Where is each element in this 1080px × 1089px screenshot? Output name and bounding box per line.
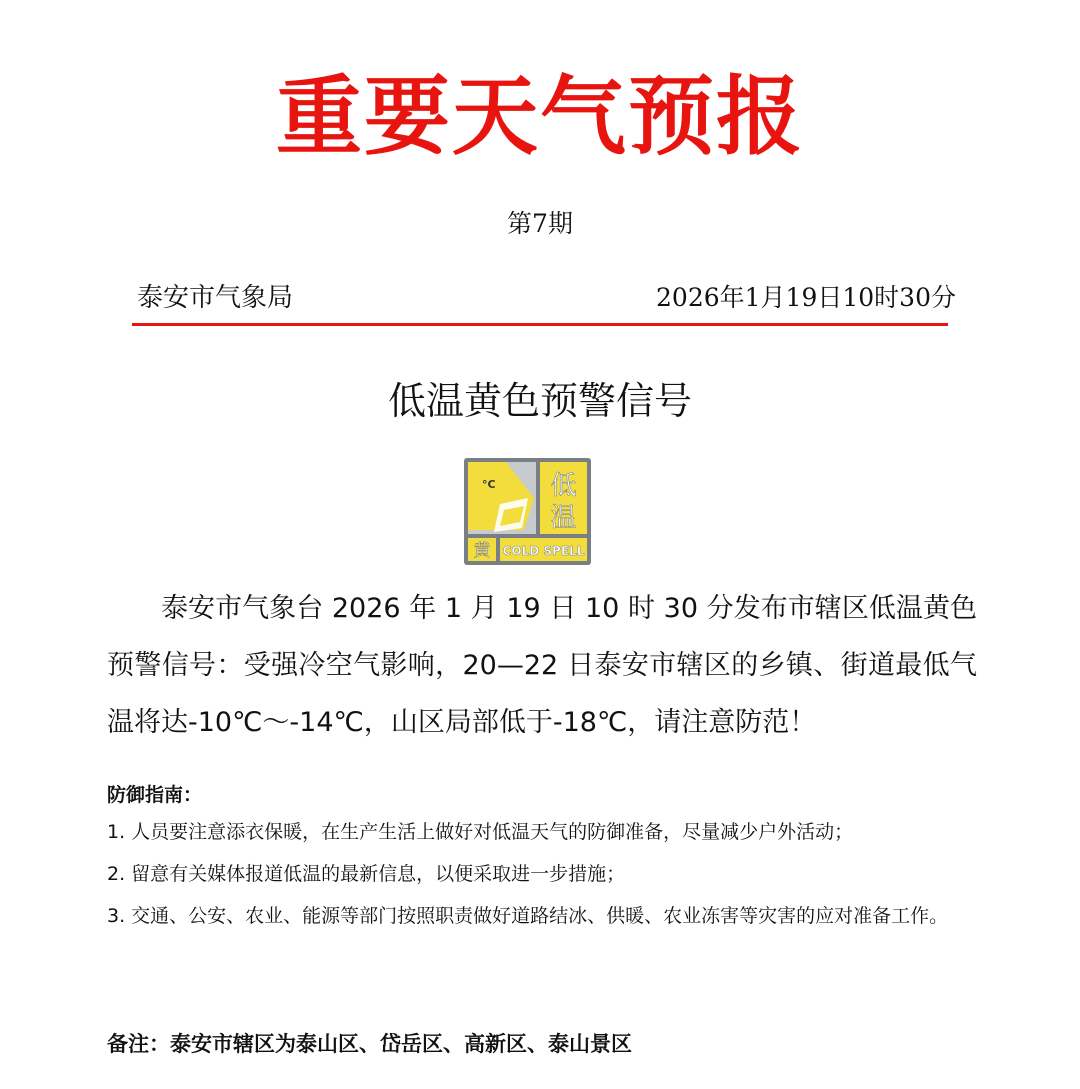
remark-note: 备注：泰安市辖区为泰山区、岱岳区、高新区、泰山景区 bbox=[107, 1032, 632, 1056]
list-item: 1. 人员要注意添衣保暖，在生产生活上做好对低温天气的防御准备，尽量减少户外活动； bbox=[107, 821, 854, 843]
list-item: 3. 交通、公安、农业、能源等部门按照职责做好道路结冰、供暖、农业冻害等灾害的应对准备工作。 bbox=[107, 905, 949, 927]
page-title: 重要天气预报 bbox=[276, 66, 804, 167]
icon-char-bottom: 温 bbox=[550, 503, 577, 533]
icon-english-label: COLD SPELL bbox=[502, 544, 585, 558]
list-item: 2. 留意有关媒体报道低温的最新信息，以便采取进一步措施； bbox=[107, 863, 626, 885]
cold-spell-yellow-icon bbox=[464, 458, 591, 565]
icon-level-char: 黄 bbox=[473, 541, 491, 561]
header-divider bbox=[132, 323, 948, 326]
issuer: 泰安市气象局 bbox=[137, 283, 294, 313]
guide-list bbox=[107, 815, 977, 941]
guide-heading: 防御指南： bbox=[107, 784, 203, 806]
icon-char-top: 低 bbox=[550, 471, 577, 501]
signal-title: 低温黄色预警信号 bbox=[387, 379, 692, 423]
issue-time: 2026年1月19日10时30分 bbox=[656, 283, 956, 312]
temp-symbol: °C bbox=[482, 478, 496, 491]
issue-number: 第7期 bbox=[507, 209, 573, 238]
warning-body: 泰安市气象台 2026 年 1 月 19 日 10 时 30 分发布市辖区低温黄色预警信号：受强冷空气影响，20—22 日泰安市辖区的乡镇、街道最低气温将达-10℃～-14℃，山区局部低于-18℃，请注意防范！ bbox=[107, 593, 977, 738]
